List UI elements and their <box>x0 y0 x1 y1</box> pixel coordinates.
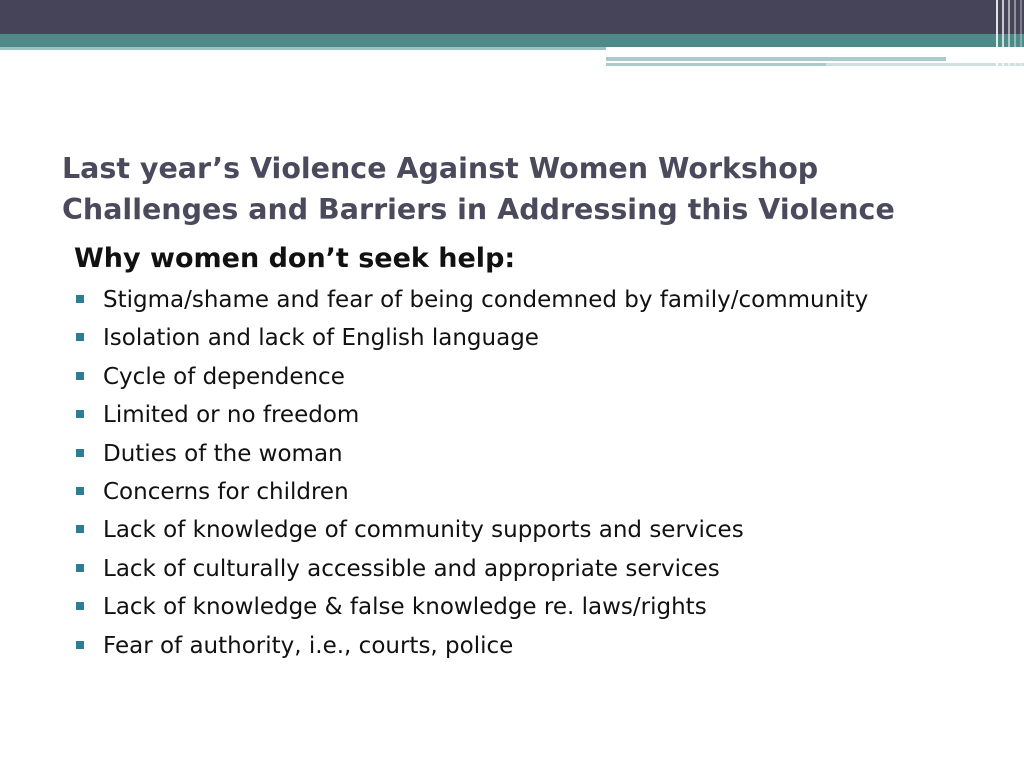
list-item-text: Lack of knowledge & false knowledge re. laws/rights <box>103 594 707 621</box>
square-bullet-icon <box>76 295 84 303</box>
square-bullet-icon <box>76 641 84 649</box>
list-item-text: Limited or no freedom <box>103 402 360 429</box>
square-bullet-icon <box>76 372 84 380</box>
square-bullet-icon <box>76 564 84 572</box>
header-accent-line <box>606 57 946 61</box>
list-item <box>74 473 1004 511</box>
list-item <box>74 358 1004 396</box>
list-item <box>74 396 1004 434</box>
bullet-list <box>74 281 1004 665</box>
square-bullet-icon <box>76 333 84 341</box>
square-bullet-icon <box>76 525 84 533</box>
slide-title <box>62 148 962 230</box>
square-bullet-icon <box>76 487 84 495</box>
header-stripes-decoration <box>994 0 1024 68</box>
list-item-text: Fear of authority, i.e., courts, police <box>103 632 514 659</box>
list-item <box>74 588 1004 626</box>
list-item-text: Isolation and lack of English language <box>103 325 539 352</box>
list-item-text: Lack of knowledge of community supports and services <box>103 517 744 544</box>
square-bullet-icon <box>76 410 84 418</box>
list-item-text: Duties of the woman <box>103 440 343 467</box>
list-item-text: Cycle of dependence <box>103 363 345 390</box>
list-item-text: Concerns for children <box>103 478 349 505</box>
list-item-text: Lack of culturally accessible and appropriate services <box>103 555 720 582</box>
list-item <box>74 550 1004 588</box>
slide-title-line-1: Last year’s Violence Against Women Workshop <box>62 152 819 185</box>
slide-title-line-2: Challenges and Barriers in Addressing this Violence <box>62 193 895 226</box>
header-accent-gap <box>606 47 1024 57</box>
list-item <box>74 511 1004 549</box>
list-item <box>74 435 1004 473</box>
slide-subheading: Why women don’t seek help: <box>74 243 516 274</box>
header-banner-dark <box>0 0 1024 34</box>
square-bullet-icon <box>76 602 84 610</box>
list-item <box>74 627 1004 665</box>
list-item <box>74 319 1004 357</box>
header-accent-line <box>606 63 826 66</box>
square-bullet-icon <box>76 449 84 457</box>
list-item <box>74 281 1004 319</box>
header-accent-line <box>0 47 606 50</box>
header-banner-teal <box>0 34 1024 47</box>
list-item-text: Stigma/shame and fear of being condemned by family/community <box>103 287 869 313</box>
